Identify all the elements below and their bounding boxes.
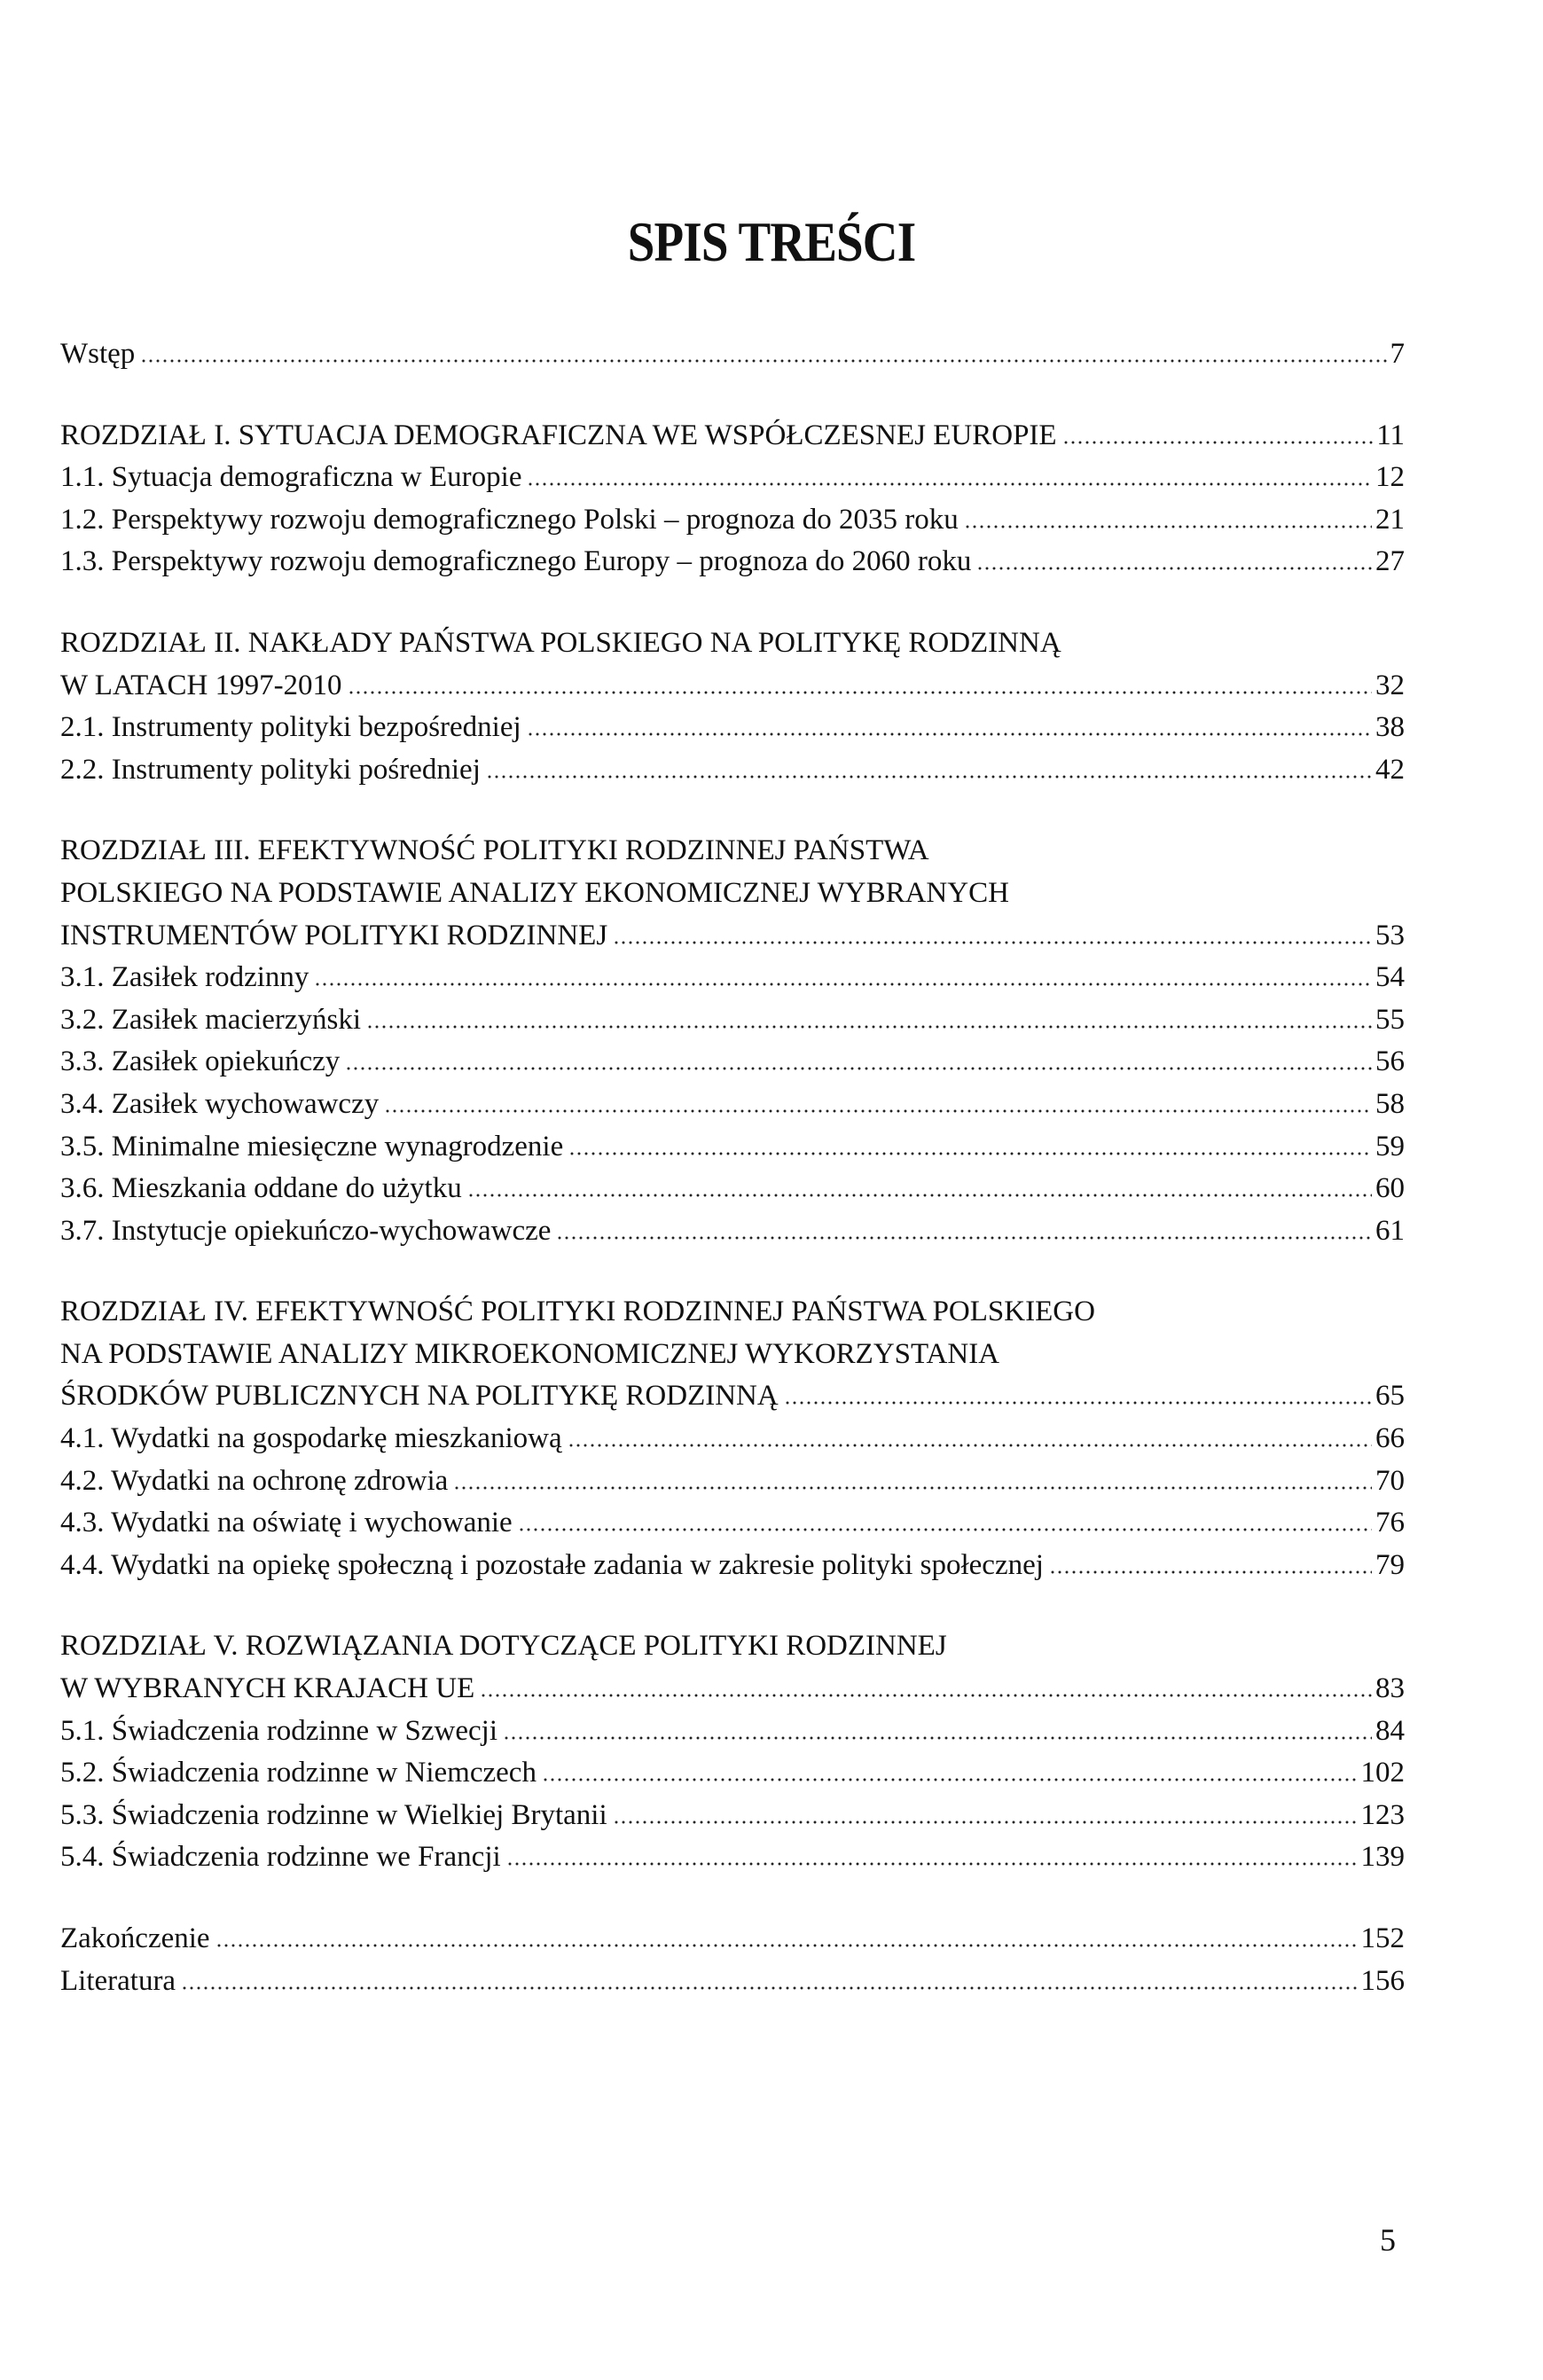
toc-section xyxy=(60,1918,1405,2002)
toc-entry-page: 53 xyxy=(1375,919,1405,951)
toc-entry[interactable] xyxy=(60,1291,1405,1334)
toc-entry[interactable] xyxy=(60,1668,1405,1711)
dot-leader xyxy=(140,359,1386,363)
dot-leader xyxy=(1049,1570,1372,1574)
toc-entry-label: 3.3. Zasiłek opiekuńczy xyxy=(60,1045,341,1078)
toc-entry[interactable] xyxy=(60,457,1405,499)
dot-leader xyxy=(556,1236,1372,1240)
toc-entry[interactable] xyxy=(60,1334,1405,1376)
toc-entry-label: Literatura xyxy=(60,1964,176,1997)
toc-entry[interactable] xyxy=(60,957,1405,999)
dot-leader xyxy=(542,1778,1358,1781)
toc-entry-label: 2.1. Instrumenty polityki bezpośredniej xyxy=(60,711,521,744)
dot-leader xyxy=(613,941,1372,944)
dot-leader xyxy=(467,1194,1372,1197)
toc-entry-label: 3.2. Zasiłek macierzyński xyxy=(60,1003,362,1036)
dot-leader xyxy=(527,482,1372,486)
dot-leader xyxy=(1062,441,1374,444)
toc-entry-page: 27 xyxy=(1375,545,1405,578)
table-of-contents xyxy=(60,333,1405,2002)
dot-leader xyxy=(568,1152,1372,1155)
toc-entry-label: 3.1. Zasiłek rodzinny xyxy=(60,961,309,994)
toc-section xyxy=(60,830,1405,1252)
toc-entry[interactable] xyxy=(60,749,1405,792)
toc-entry-label: 5.2. Świadczenia rodzinne w Niemczech xyxy=(60,1757,537,1789)
toc-entry-label: 4.2. Wydatki na ochronę zdrowia xyxy=(60,1464,449,1497)
toc-entry-page: 139 xyxy=(1360,1841,1405,1874)
dot-leader xyxy=(480,1694,1372,1697)
dot-leader xyxy=(506,1862,1358,1866)
toc-entry-page: 12 xyxy=(1375,461,1405,494)
toc-entry-page: 11 xyxy=(1376,419,1405,451)
dot-leader xyxy=(568,1444,1372,1447)
toc-entry[interactable] xyxy=(60,1545,1405,1587)
toc-entry[interactable] xyxy=(60,1041,1405,1084)
toc-entry-label: 4.3. Wydatki na oświatę i wychowanie xyxy=(60,1507,513,1539)
toc-entry-label: ROZDZIAŁ I. SYTUACJA DEMOGRAFICZNA WE WSPÓŁCZESNEJ EUROPIE xyxy=(60,419,1057,451)
dot-leader xyxy=(345,1067,1372,1070)
toc-section xyxy=(60,1291,1405,1586)
toc-entry-page: 79 xyxy=(1375,1548,1405,1581)
toc-entry-label: INSTRUMENTÓW POLITYKI RODZINNEJ xyxy=(60,919,608,951)
toc-entry-page: 60 xyxy=(1375,1172,1405,1205)
toc-entry-label: 3.5. Minimalne miesięczne wynagrodzenie xyxy=(60,1130,564,1163)
dot-leader xyxy=(964,525,1372,528)
toc-entry-label: 3.6. Mieszkania oddane do użytku xyxy=(60,1172,462,1205)
toc-entry-page: 21 xyxy=(1375,503,1405,536)
toc-entry-label: 1.3. Perspektywy rozwoju demograficznego Europy – prognoza do 2060 roku xyxy=(60,545,972,578)
toc-entry-label: 3.4. Zasiłek wychowawczy xyxy=(60,1087,380,1120)
toc-entry[interactable] xyxy=(60,999,1405,1042)
toc-entry-page: 84 xyxy=(1375,1714,1405,1747)
toc-entry[interactable] xyxy=(60,1711,1405,1753)
dot-leader xyxy=(366,1025,1372,1029)
dot-leader xyxy=(215,1944,1358,1947)
toc-entry[interactable] xyxy=(60,873,1405,915)
toc-entry-label: 3.7. Instytucje opiekuńczo-wychowawcze xyxy=(60,1214,552,1247)
toc-entry[interactable] xyxy=(60,1210,1405,1253)
toc-entry[interactable] xyxy=(60,1961,1405,2003)
toc-entry[interactable] xyxy=(60,415,1405,458)
toc-entry-page: 61 xyxy=(1375,1214,1405,1247)
toc-entry-page: 42 xyxy=(1375,753,1405,786)
toc-entry-page: 59 xyxy=(1375,1130,1405,1163)
toc-entry[interactable] xyxy=(60,1836,1405,1879)
dot-leader xyxy=(503,1736,1372,1740)
dot-leader xyxy=(613,1820,1358,1824)
toc-entry[interactable] xyxy=(60,707,1405,749)
toc-entry[interactable] xyxy=(60,622,1405,665)
toc-entry[interactable] xyxy=(60,1625,1405,1668)
toc-entry[interactable] xyxy=(60,499,1405,542)
toc-section xyxy=(60,1625,1405,1879)
toc-entry[interactable] xyxy=(60,1084,1405,1126)
toc-entry-page: 55 xyxy=(1375,1003,1405,1036)
toc-entry[interactable] xyxy=(60,1418,1405,1460)
page-title: SPIS TREŚCI xyxy=(627,210,916,273)
toc-entry[interactable] xyxy=(60,1502,1405,1545)
toc-entry-label: 5.4. Świadczenia rodzinne we Francji xyxy=(60,1841,501,1874)
toc-entry[interactable] xyxy=(60,1168,1405,1210)
toc-entry-label: ROZDZIAŁ III. EFEKTYWNOŚĆ POLITYKI RODZINNEJ PAŃSTWA xyxy=(60,834,929,867)
toc-entry-label: W WYBRANYCH KRAJACH UE xyxy=(60,1672,475,1705)
toc-entry[interactable] xyxy=(60,1375,1405,1418)
toc-entry-page: 32 xyxy=(1375,669,1405,701)
dot-leader xyxy=(348,691,1372,694)
toc-entry[interactable] xyxy=(60,1795,1405,1837)
dot-leader xyxy=(527,732,1372,736)
toc-entry-page: 58 xyxy=(1375,1087,1405,1120)
page-number: 5 xyxy=(1380,2222,1396,2258)
toc-entry-label: 4.4. Wydatki na opiekę społeczną i pozostałe zadania w zakresie polityki społecznej xyxy=(60,1548,1044,1581)
toc-entry[interactable] xyxy=(60,1752,1405,1795)
toc-entry-page: 102 xyxy=(1360,1757,1405,1789)
toc-entry-page: 65 xyxy=(1375,1380,1405,1413)
toc-entry-label: 4.1. Wydatki na gospodarkę mieszkaniową xyxy=(60,1422,562,1455)
toc-section xyxy=(60,415,1405,583)
toc-entry[interactable] xyxy=(60,830,1405,873)
dot-leader xyxy=(453,1486,1372,1490)
toc-entry-label: W LATACH 1997-2010 xyxy=(60,669,342,701)
toc-entry-page: 54 xyxy=(1375,961,1405,994)
toc-entry[interactable] xyxy=(60,333,1405,376)
toc-entry-page: 83 xyxy=(1375,1672,1405,1705)
dot-leader xyxy=(314,983,1372,986)
toc-entry-label: 1.2. Perspektywy rozwoju demograficznego Polski – prognoza do 2035 roku xyxy=(60,503,959,536)
toc-entry-label: 2.2. Instrumenty polityki pośredniej xyxy=(60,753,481,786)
toc-entry-page: 152 xyxy=(1360,1922,1405,1954)
dot-leader xyxy=(181,1986,1357,1990)
toc-entry-label: 5.3. Świadczenia rodzinne w Wielkiej Brytanii xyxy=(60,1798,607,1831)
toc-entry-label: Zakończenie xyxy=(60,1922,210,1954)
toc-entry-label: ŚRODKÓW PUBLICZNYCH NA POLITYKĘ RODZINNĄ xyxy=(60,1380,779,1413)
toc-entry-page: 76 xyxy=(1375,1507,1405,1539)
dot-leader xyxy=(784,1401,1372,1405)
toc-entry-label: POLSKIEGO NA PODSTAWIE ANALIZY EKONOMICZNEJ WYBRANYCH xyxy=(60,876,1009,909)
toc-entry-page: 156 xyxy=(1360,1964,1405,1997)
toc-entry[interactable] xyxy=(60,541,1405,583)
toc-entry-label: 5.1. Świadczenia rodzinne w Szwecji xyxy=(60,1714,498,1747)
toc-entry-label: ROZDZIAŁ II. NAKŁADY PAŃSTWA POLSKIEGO NA POLITYKĘ RODZINNĄ xyxy=(60,626,1061,659)
toc-entry-label: NA PODSTAWIE ANALIZY MIKROEKONOMICZNEJ WYKORZYSTANIA xyxy=(60,1337,1000,1370)
toc-entry[interactable] xyxy=(60,915,1405,958)
toc-section xyxy=(60,622,1405,791)
dot-leader xyxy=(384,1109,1372,1113)
toc-entry[interactable] xyxy=(60,665,1405,708)
toc-entry[interactable] xyxy=(60,1126,1405,1169)
toc-entry-page: 123 xyxy=(1360,1798,1405,1831)
toc-entry-page: 38 xyxy=(1375,711,1405,744)
dot-leader xyxy=(976,567,1372,570)
toc-entry-page: 70 xyxy=(1375,1464,1405,1497)
toc-entry-page: 7 xyxy=(1390,338,1405,370)
dot-leader xyxy=(518,1528,1372,1531)
toc-entry[interactable] xyxy=(60,1918,1405,1961)
toc-entry-label: 1.1. Sytuacja demograficzna w Europie xyxy=(60,461,522,494)
toc-entry-page: 56 xyxy=(1375,1045,1405,1078)
toc-section xyxy=(60,333,1405,376)
toc-entry[interactable] xyxy=(60,1460,1405,1503)
toc-entry-label: Wstęp xyxy=(60,338,136,370)
toc-entry-label: ROZDZIAŁ V. ROZWIĄZANIA DOTYCZĄCE POLITYKI RODZINNEJ xyxy=(60,1630,947,1663)
dot-leader xyxy=(486,775,1372,779)
toc-entry-page: 66 xyxy=(1375,1422,1405,1455)
toc-entry-label: ROZDZIAŁ IV. EFEKTYWNOŚĆ POLITYKI RODZINNEJ PAŃSTWA POLSKIEGO xyxy=(60,1296,1095,1328)
